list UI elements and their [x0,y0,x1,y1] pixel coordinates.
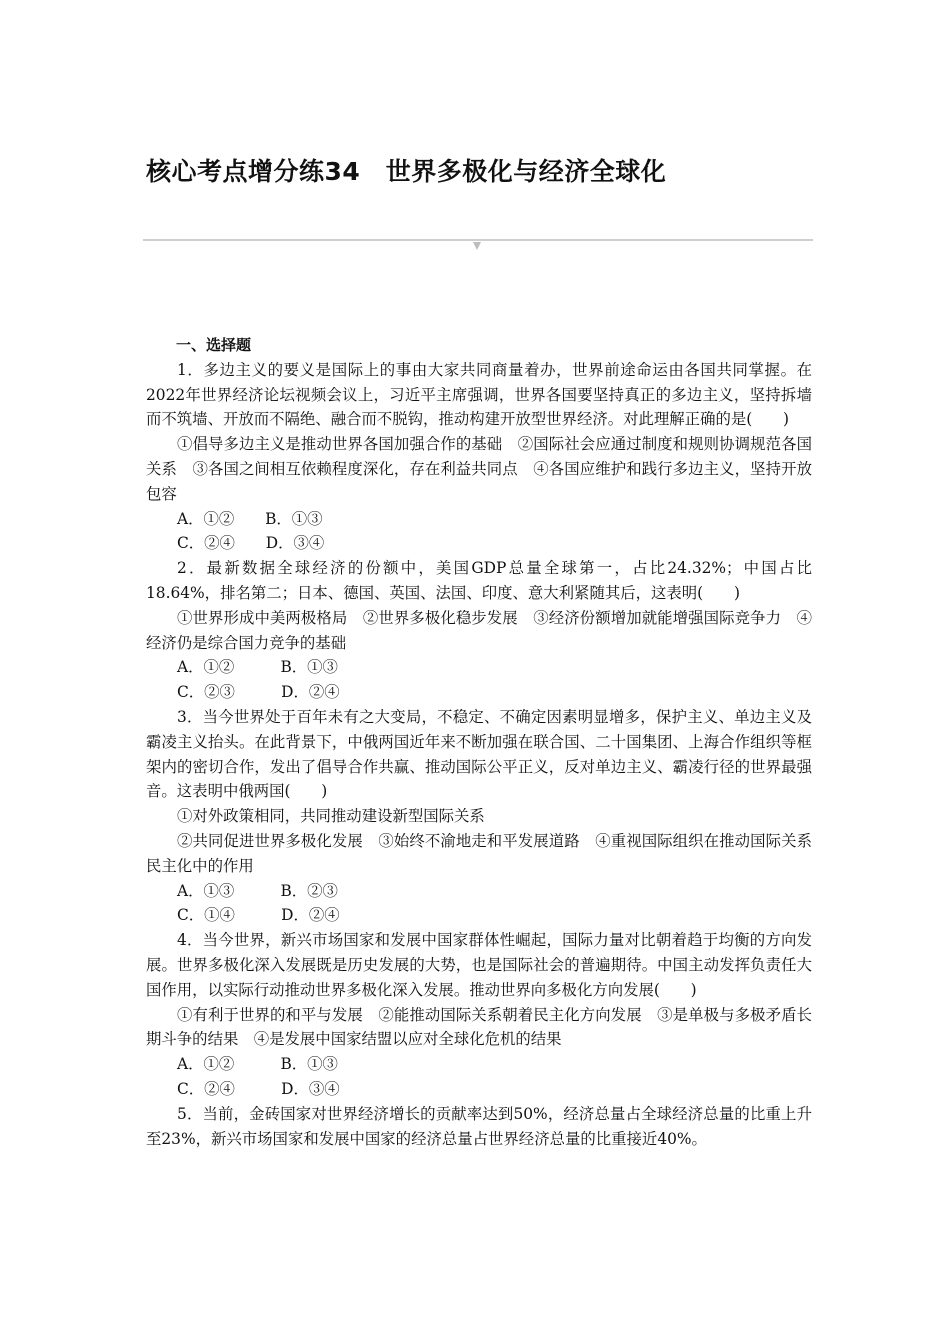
title-divider [143,239,813,241]
answer-choices: A．①② B．①③ [177,658,338,677]
answer-choices: A．①② B．①③ [177,1055,338,1074]
question-statements: ②共同促进世界多极化发展 ③始终不渝地走和平发展道路 ④重视国际组织在推动国际关系民主化中的作用 [146,831,812,875]
page-title: 核心考点增分练34 世界多极化与经济全球化 [146,157,667,186]
question-content [146,333,812,1151]
section-heading: 一、选择题 [176,336,252,354]
question-statements: ①对外政策相同，共同推动建设新型国际关系 [177,807,485,826]
question-statements: ①倡导多边主义是推动世界各国加强合作的基础 ②国际社会应通过制度和规则协调规范各国关系 ③各国之间相互依赖程度深化，存在利益共同点 ④各国应维护和践行多边主义，坚持开放包容 [146,435,812,503]
answer-choices: A．①③ B．②③ [177,881,338,900]
question-stem: 4．当今世界，新兴市场国家和发展中国家群体性崛起，国际力量对比朝着趋于均衡的方向发展。世界多极化深入发展既是历史发展的大势，也是国际社会的普遍期待。中国主动发挥负责任大国作用，以实际行动推动世界多极化深入发展。推动世界向多极化方向发展( ) [146,931,812,999]
question-stem: 2．最新数据全球经济的份额中，美国GDP总量全球第一，占比24.32%；中国占比18.64%，排名第二；日本、德国、英国、法国、印度、意大利紧随其后，这表明( ) [146,559,812,602]
question-statements: ①有利于世界的和平与发展 ②能推动国际关系朝着民主化方向发展 ③是单极与多极矛盾长期斗争的结果 ④是发展中国家结盟以应对全球化危机的结果 [146,1005,812,1049]
question-stem: 1．多边主义的要义是国际上的事由大家共同商量着办，世界前途命运由各国共同掌握。在2022年世界经济论坛视频会议上，习近平主席强调，世界各国要坚持真正的多边主义，坚持拆墙而不筑墙、开放而不隔绝、融合而不脱钩，推动构建开放型世界经济。对此理解正确的是( ) [146,360,812,429]
question-stem: 5．当前，金砖国家对世界经济增长的贡献率达到50%，经济总量占全球经济总量的比重上升至23%，新兴市场国家和发展中国家的经济总量占世界经济总量的比重接近40%。 [146,1104,812,1148]
answer-choices: C．②③ D．②④ [177,683,340,702]
divider-arrow-icon [473,242,481,250]
question-stem: 3．当今世界处于百年未有之大变局，不稳定、不确定因素明显增多，保护主义、单边主义及霸凌主义抬头。在此背景下，中俄两国近年来不断加强在联合国、二十国集团、上海合作组织等框架内的密切合作，发出了倡导合作共赢、推动国际公平正义，反对单边主义、霸凌行径的世界最强音。这表明中俄两国( ) [146,707,812,801]
question-statements: ①世界形成中美两极格局 ②世界多极化稳步发展 ③经济份额增加就能增强国际竞争力 ④经济仍是综合国力竞争的基础 [146,608,812,652]
answer-choices: A．①② B．①③ [177,509,323,528]
answer-choices: C．②④ D．③④ [177,534,325,553]
answer-choices: C．②④ D．③④ [177,1079,340,1098]
answer-choices: C．①④ D．②④ [177,906,340,925]
